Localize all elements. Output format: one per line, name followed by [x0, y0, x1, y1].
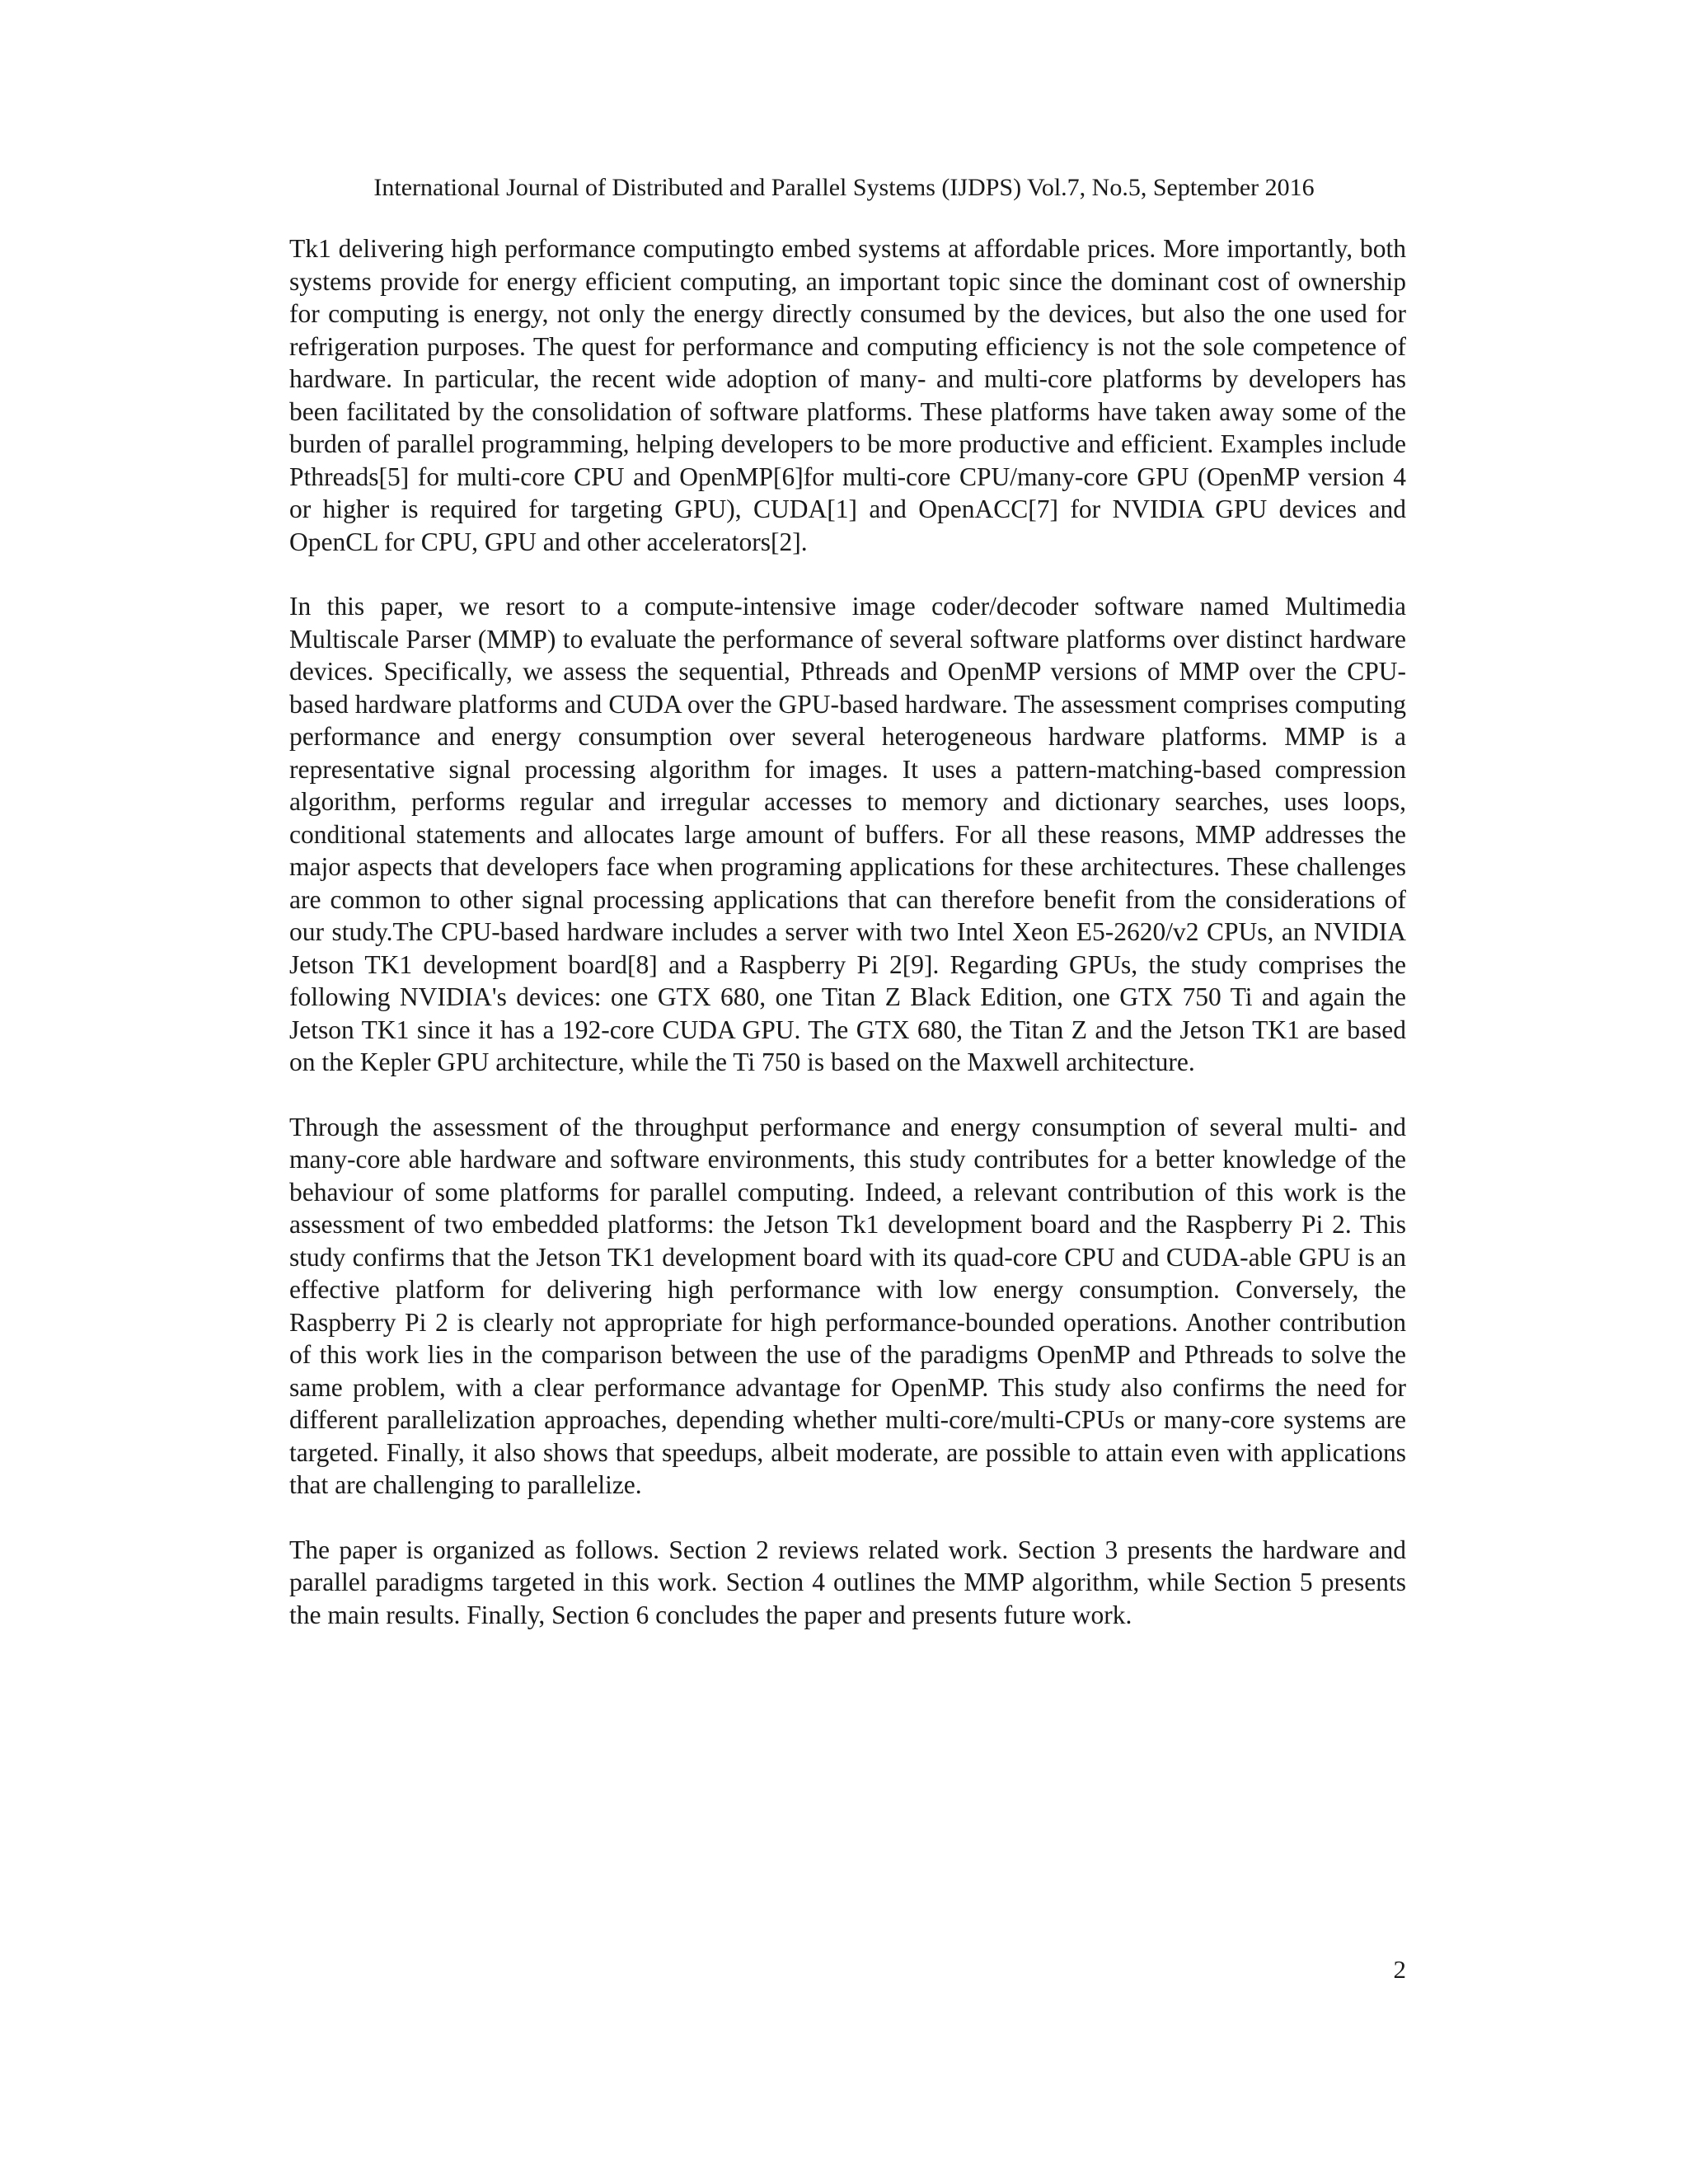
paragraph-mmp-overview: In this paper, we resort to a compute-intensive image coder/decoder software named Multimedia Multiscale Parser (MMP) to evaluate the performance of several software platforms over distinct hardware devices. Specifically, we assess the sequential, Pthreads and OpenMP versions of MMP over the CPU-based hardware platforms and CUDA over the GPU-based hardware. The assessment comprises computing performance and energy consumption over several heterogeneous hardware platforms. MMP is a representative signal processing algorithm for images. It uses a pattern-matching-based compression algorithm, performs regular and irregular accesses to memory and dictionary searches, uses loops, conditional statements and allocates large amount of buffers. For all these reasons, MMP addresses the major aspects that developers face when programing applications for these architectures. These challenges are common to other signal processing applications that can therefore benefit from the considerations of our study.The CPU-based hardware includes a server with two Intel Xeon E5-2620/v2 CPUs, an NVIDIA Jetson TK1 development board[8] and a Raspberry Pi 2[9]. Regarding GPUs, the study comprises the following NVIDIA's devices: one GTX 680, one Titan Z Black Edition, one GTX 750 Ti and again the Jetson TK1 since it has a 192-core CUDA GPU. The GTX 680, the Titan Z and the Jetson TK1 are based on the Kepler GPU architecture, while the Ti 750 is based on the Maxwell architecture.: [289, 592, 1406, 1076]
paragraph-intro-continued: Tk1 delivering high performance computingto embed systems at affordable prices. More importantly, both systems provide for energy efficient computing, an important topic since the dominant cost of ownership for computing is energy, not only the energy directly consumed by the devices, but also the one used for refrigeration purposes. The quest for performance and computing efficiency is not the sole competence of hardware. In particular, the recent wide adoption of many- and multi-core platforms by developers has been facilitated by the consolidation of software platforms. These platforms have taken away some of the burden of parallel programming, helping developers to be more productive and efficient. Examples include Pthreads[5] for multi-core CPU and OpenMP[6]for multi-core CPU/many-core GPU (OpenMP version 4 or higher is required for targeting GPU), CUDA[1] and OpenACC[7] for NVIDIA GPU devices and OpenCL for CPU, GPU and other accelerators[2].: [289, 234, 1406, 556]
paragraph-organization: The paper is organized as follows. Section 2 reviews related work. Section 3 presents the hardware and parallel paradigms targeted in this work. Section 4 outlines the MMP algorithm, while Section 5 presents the main results. Finally, Section 6 concludes the paper and presents future work.: [289, 1535, 1406, 1629]
page-number: 2: [1393, 1955, 1406, 1984]
body-text: [289, 232, 1406, 1663]
paragraph-contributions: Through the assessment of the throughput performance and energy consumption of several multi- and many-core able hardware and software environments, this study contributes for a better knowledge of the behaviour of some platforms for parallel computing. Indeed, a relevant contribution of this work is the assessment of two embedded platforms: the Jetson Tk1 development board and the Raspberry Pi 2. This study confirms that the Jetson TK1 development board with its quad-core CPU and CUDA-able GPU is an effective platform for delivering high performance with low energy consumption. Conversely, the Raspberry Pi 2 is clearly not appropriate for high performance-bounded operations. Another contribution of this work lies in the comparison between the use of the paradigms OpenMP and Pthreads to solve the same problem, with a clear performance advantage for OpenMP. This study also confirms the need for different parallelization approaches, depending whether multi-core/multi-CPUs or many-core systems are targeted. Finally, it also shows that speedups, albeit moderate, are possible to attain even with applications that are challenging to parallelize.: [289, 1112, 1406, 1499]
running-header: International Journal of Distributed and Parallel Systems (IJDPS) Vol.7, No.5, September 2016: [373, 174, 1315, 201]
